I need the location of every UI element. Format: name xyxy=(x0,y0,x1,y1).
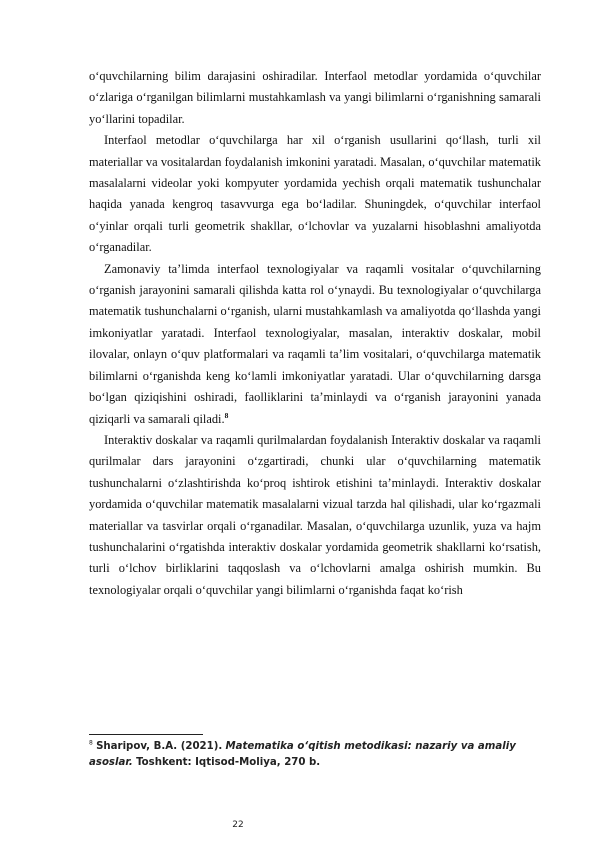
paragraph-1: o‘quvchilarning bilim darajasini oshiradilar. Interfaol metodlar yordamida o‘quvchilar o‘zlariga o‘rganilgan bilimlarni mustahkamlash va yangi bilimlarni o‘rganishning samarali yo‘llarini topadilar. xyxy=(89,69,541,126)
footnote-author: Sharipov, B.A. (2021). xyxy=(96,741,223,752)
footnote-publisher: Toshkent: Iqtisod-Moliya, 270 b. xyxy=(136,757,321,768)
paragraph-3 xyxy=(89,259,541,430)
footnote-mark: 8 xyxy=(89,739,93,747)
footnote-title: Matematika o‘qitish metodikasi: nazariy va amaliy asoslar. xyxy=(89,741,516,768)
body-text xyxy=(89,66,541,601)
paragraph-3-text: Zamonaviy ta’limda interfaol texnologiyalar va raqamli vositalar o‘quvchilarning o‘rganish jarayonini samarali qilishda katta rol o‘ynaydi. Bu texnologiyalar o‘quvchilarga matematik tushunchalarni o‘rganish, ularni mustahkamlash va amaliyotda qo‘llashda yangi imkoniyatlar yaratadi. Interfaol texnologiyalar, masalan, interaktiv doskalar, mobil ilovalar, onlayn o‘quv platformalari va raqamli ta’lim vositalari, o‘quvchilarga matematik bilimlarni o‘rganishda keng ko‘lamli imkoniyatlar yaratadi. Ular o‘quvchilarning darsga bo‘lgan qiziqishini oshiradi, faolliklarini ta’minlaydi va o‘rganish jarayonini yanada qiziqarli va samarali qiladi. xyxy=(89,261,541,426)
paragraph-2: Interfaol metodlar o‘quvchilarga har xil o‘rganish usullarini qo‘llash, turli xil materiallar va vositalardan foydalanish imkonini yaratadi. Masalan, o‘quvchilar matematik masalalarni videolar yoki kompyuter yordamida yechish orqali matematik tushunchalar haqida yanada kengroq tasavvurga ega bo‘ladilar. Shuningdek, o‘quvchilar interfaol o‘yinlar orqali turli geometrik shakllar, o‘lchovlar va yuzalarni hisoblashni amaliyotda o‘rganadilar. xyxy=(89,133,541,255)
footnote xyxy=(89,739,539,771)
footnote-reference[interactable]: 8 xyxy=(224,410,229,420)
paragraph-4: Interaktiv doskalar va raqamli qurilmalardan foydalanish Interaktiv doskalar va raqamli qurilmalar dars jarayonini o‘zgartiradi, chunki ular o‘quvchilarning matematik tushunchalarni o‘zlashtirishda ko‘proq ishtirok etishini ta’minlaydi. Interaktiv doskalar yordamida o‘quvchilar matematik masalalarni vizual tarzda hal qilishadi, ular ko‘rgazmali materiallar va tasvirlar orqali o‘rganadilar. Masalan, o‘quvchilarga uzunlik, yuza va hajm tushunchalarini o‘rgatishda interaktiv doskalar yordamida geometrik shakllarni ko‘rsatish, turli o‘lchov birliklarini taqqoslash va o‘lchovlarni amalga oshirish mumkin. Bu texnologiyalar orqali o‘quvchilar yangi bilimlarni o‘rganishda faqat ko‘rish xyxy=(89,432,541,597)
footnote-divider xyxy=(89,734,203,735)
page-number: 22 xyxy=(232,820,244,830)
